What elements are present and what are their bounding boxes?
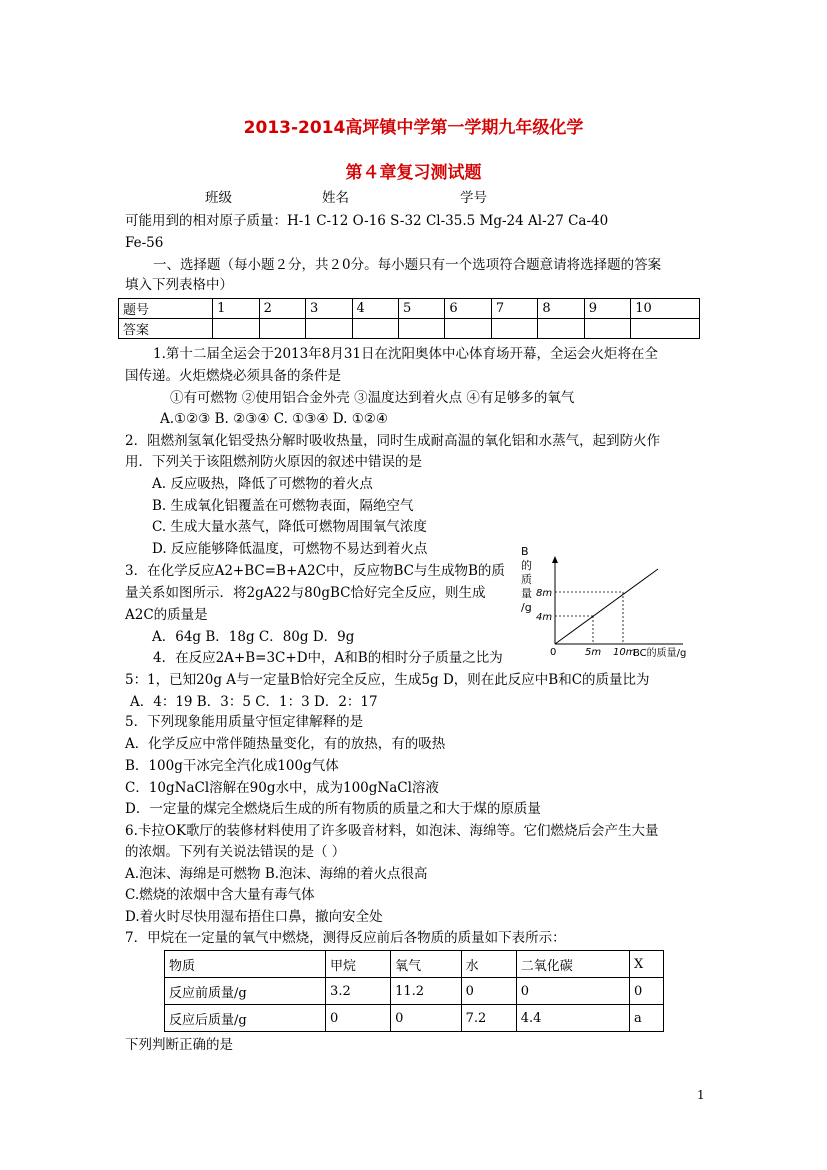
table-cell: 水	[461, 951, 516, 978]
answer-table-row-numbers	[119, 299, 700, 319]
answer-cell-5[interactable]	[398, 319, 444, 339]
x-axis-label: BC的质量/g	[633, 648, 687, 659]
q6-options-ab: A.泡沫、海绵是可燃物 B.泡沫、海绵的着火点很高	[125, 866, 428, 882]
x-tick-5m: 5m	[585, 647, 602, 658]
q5-option-a: A．化学反应中常伴随热量变化，有的放热，有的吸热	[125, 736, 446, 752]
answer-cell-10[interactable]	[631, 319, 700, 339]
answer-cell-4[interactable]	[352, 319, 398, 339]
table-cell: 4.4	[516, 1005, 629, 1032]
q3-stem-cont: 量关系如图所示．将2gA22与80gBC恰好完全反应，则生成	[125, 585, 486, 601]
y-tick-8m: 8m	[536, 588, 553, 599]
table-cell: 甲烷	[326, 951, 391, 978]
student-id-label: 学号	[460, 190, 487, 206]
atomic-masses-line1: 可能用到的相对原子质量：H-1 C-12 O-16 S-32 Cl-35.5 Mg-24 Al-27 Ca-40	[125, 213, 609, 229]
exam-subtitle: 第４章复习测试题	[345, 163, 482, 183]
q5-option-d: D．一定量的煤完全燃烧后生成的所有物质的质量之和大于煤的原质量	[125, 801, 541, 817]
answer-cell-9[interactable]	[584, 319, 630, 339]
bc-b-mass-graph	[515, 540, 700, 660]
q1-stem: 1.第十二届全运会于2013年8月31日在沈阳奥体中心体育场开幕，全运会火炬将在全	[153, 346, 659, 362]
table-cell: 题号	[119, 299, 213, 319]
q7-mass-table	[164, 950, 664, 1032]
y-label-char: 量	[521, 587, 532, 600]
table-header-row	[165, 951, 664, 978]
table-cell: 6	[445, 299, 491, 319]
q2-stem: 2．阻燃剂氢氧化铝受热分解时吸收热量，同时生成耐高温的氧化铝和水蒸气，起到防火作	[125, 433, 661, 449]
origin-label: 0	[550, 647, 557, 658]
q1-options: A.①②③ B. ②③④ C. ①③④ D. ①②④	[160, 411, 389, 427]
section1-heading-cont: 填入下列表格中）	[125, 277, 233, 293]
table-cell: 8	[538, 299, 584, 319]
table-cell: 0	[630, 978, 664, 1005]
q3-options: A．64g B．18g C．80g D．9g	[152, 629, 355, 645]
table-cell: 0	[391, 1005, 461, 1032]
table-cell: X	[630, 951, 664, 978]
q4-options: A．4：19 B．3：5 C．1：3 D．2：17	[130, 694, 378, 710]
x-tick-10m: 10m	[613, 647, 636, 658]
y-tick-4m: 4m	[536, 612, 553, 623]
q2-option-a: A. 反应吸热，降低了可燃物的着火点	[152, 476, 373, 492]
y-label-char: B	[521, 545, 529, 558]
table-cell: 7	[491, 299, 537, 319]
table-cell: 4	[352, 299, 398, 319]
q6-stem-cont: 的浓烟。下列有关说法错误的是（ ）	[125, 844, 346, 860]
table-cell: 11.2	[391, 978, 461, 1005]
q3-stem: 3．在化学反应A2+BC=B+A2C中，反应物BC与生成物B的质	[125, 563, 505, 579]
y-label-char: /g	[521, 601, 532, 614]
q6-option-c: C.燃烧的浓烟中含大量有毒气体	[125, 887, 315, 903]
answer-cell-3[interactable]	[306, 319, 352, 339]
table-cell: 1	[213, 299, 259, 319]
table-cell: 0	[461, 978, 516, 1005]
y-label-char: 的	[521, 559, 532, 572]
table-cell: 二氧化碳	[516, 951, 629, 978]
class-label: 班级	[205, 190, 232, 206]
table-cell: 物质	[165, 951, 326, 978]
answer-cell-1[interactable]	[213, 319, 259, 339]
table-cell: 5	[398, 299, 444, 319]
data-line	[555, 569, 658, 644]
q5-stem: 5．下列现象能用质量守恒定律解释的是	[125, 714, 364, 730]
table-cell: 氧气	[391, 951, 461, 978]
name-label: 姓名	[322, 190, 349, 206]
q4-stem-cont: 5：1，已知20g A与一定量B恰好完全反应，生成5g D，则在此反应中B和C的质量比为	[125, 672, 650, 688]
table-cell: 答案	[119, 319, 213, 339]
answer-table-row-answers	[119, 319, 700, 339]
exam-title: 2013-2014高坪镇中学第一学期九年级化学	[243, 118, 584, 138]
table-row	[165, 978, 664, 1005]
q2-stem-cont: 用．下列关于该阻燃剂防火原因的叙述中错误的是	[125, 454, 422, 470]
answer-cell-2[interactable]	[259, 319, 305, 339]
table-cell: 反应前质量/g	[165, 978, 326, 1005]
q1-stem-cont: 国传递。火炬燃烧必须具备的条件是	[125, 368, 341, 384]
q7-after-table: 下列判断正确的是	[125, 1037, 233, 1053]
q5-option-c: C．10gNaCl溶解在90g水中，成为100gNaCl溶液	[125, 780, 439, 796]
answer-table	[118, 298, 700, 339]
q2-option-d: D. 反应能够降低温度，可燃物不易达到着火点	[152, 541, 428, 557]
table-cell: 3.2	[326, 978, 391, 1005]
table-row	[165, 1005, 664, 1032]
table-cell: 0	[516, 978, 629, 1005]
q6-option-d: D.着火时尽快用湿布捂住口鼻，撤向安全处	[125, 909, 383, 925]
q6-stem: 6.卡拉OK歌厅的装修材料使用了许多吸音材料，如泡沫、海绵等。它们燃烧后会产生大量	[125, 823, 659, 839]
y-axis-arrow	[552, 556, 558, 563]
table-cell: 2	[259, 299, 305, 319]
answer-cell-7[interactable]	[491, 319, 537, 339]
answer-cell-8[interactable]	[538, 319, 584, 339]
y-label-char: 质	[521, 573, 532, 586]
table-cell: 7.2	[461, 1005, 516, 1032]
table-cell: 0	[326, 1005, 391, 1032]
q2-option-c: C. 生成大量水蒸气，降低可燃物周围氧气浓度	[152, 519, 427, 535]
table-cell: a	[630, 1005, 664, 1032]
atomic-masses-line2: Fe-56	[125, 235, 164, 251]
table-cell: 10	[631, 299, 700, 319]
table-cell: 3	[306, 299, 352, 319]
page-number: 1	[697, 1088, 705, 1102]
q4-stem: 4．在反应2A+B=3C+D中，A和B的相时分子质量之比为	[153, 650, 503, 666]
table-cell: 反应后质量/g	[165, 1005, 326, 1032]
section1-heading: 一、选择题（每小题２分，共２0分。每小题只有一个选项符合题意请将选择题的答案	[153, 257, 662, 273]
q5-option-b: B．100g干冰完全汽化成100g气体	[125, 758, 339, 774]
table-cell: 9	[584, 299, 630, 319]
q7-stem: 7．甲烷在一定量的氧气中燃烧，测得反应前后各物质的质量如下表所示：	[125, 930, 566, 946]
q2-option-b: B. 生成氧化铝覆盖在可燃物表面，隔绝空气	[152, 498, 414, 514]
q3-stem-cont2: A2C的质量是	[125, 607, 208, 623]
answer-cell-6[interactable]	[445, 319, 491, 339]
q1-items: ①有可燃物 ②使用铝合金外壳 ③温度达到着火点 ④有足够多的氧气	[170, 390, 575, 406]
